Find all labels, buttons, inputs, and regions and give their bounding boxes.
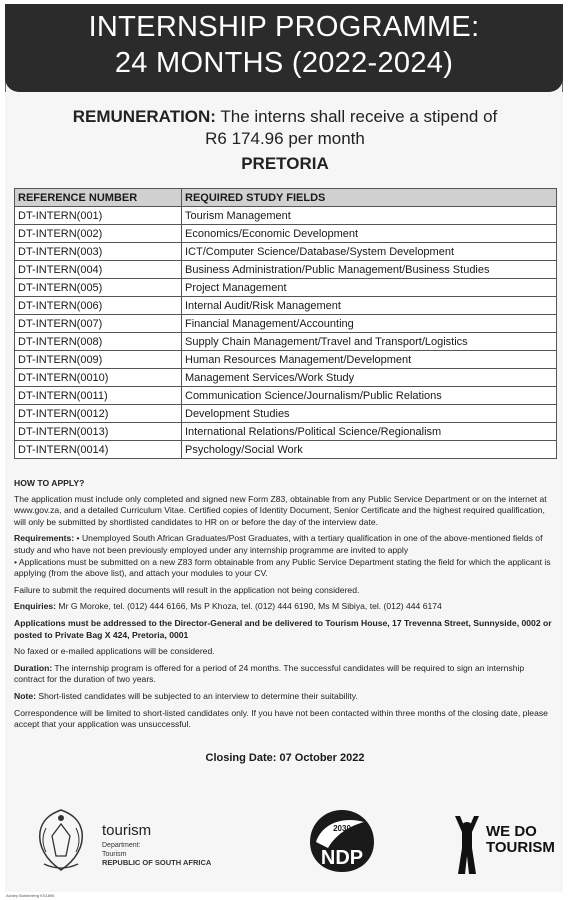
footer-logos: [14, 800, 557, 882]
reference-cell: DT-INTERN(0010): [15, 369, 182, 387]
remuneration-label: REMUNERATION:: [72, 107, 216, 126]
field-cell: Economics/Economic Development: [182, 225, 557, 243]
no-fax-notice: No faxed or e-mailed applications will be considered.: [14, 646, 215, 657]
header-title-line1: INTERNSHIP PROGRAMME:: [88, 11, 480, 43]
column-header-reference: REFERENCE NUMBER: [15, 189, 182, 207]
address-paragraph: [14, 618, 557, 641]
reference-cell: DT-INTERN(008): [15, 333, 182, 351]
reference-cell: DT-INTERN(004): [15, 261, 182, 279]
correspondence-paragraph: Correspondence will be limited to short-listed candidates only. If you have not been contacted within three months of the closing date, please accept that your application was unsuccessful.: [14, 707, 548, 730]
field-cell: Management Services/Work Study: [182, 369, 557, 387]
requirements-text-2: • Applications must be submitted on a new Z83 form obtainable from any Public Service Department stating the field for which the applicant is applying (from the above list), and attach your modules to your CV.: [14, 556, 551, 579]
reference-cell: DT-INTERN(009): [15, 351, 182, 369]
requirements-paragraph: [14, 533, 557, 579]
reference-cell: DT-INTERN(007): [15, 315, 182, 333]
department-label: Department:: [102, 842, 141, 849]
enquiries-label: Enquiries:: [14, 601, 57, 612]
table-row: [15, 315, 557, 333]
duration-paragraph: [14, 663, 557, 686]
field-cell: Financial Management/Accounting: [182, 315, 557, 333]
remuneration: [0, 106, 570, 150]
application-instructions: [14, 478, 557, 736]
table-row: [15, 261, 557, 279]
reference-cell: DT-INTERN(001): [15, 207, 182, 225]
table-row: [15, 441, 557, 459]
reference-cell: DT-INTERN(0012): [15, 405, 182, 423]
reference-cell: DT-INTERN(003): [15, 243, 182, 261]
reference-cell: DT-INTERN(0011): [15, 387, 182, 405]
note-label: Note:: [14, 690, 36, 701]
tourism-brand-text: TOURISM: [486, 839, 555, 856]
field-cell: Business Administration/Public Management/Business Studies: [182, 261, 557, 279]
location: PRETORIA: [241, 154, 329, 173]
header-title-line2: 24 MONTHS (2022-2024): [114, 47, 454, 79]
table-row: [15, 225, 557, 243]
table-row: [15, 207, 557, 225]
table-row: [15, 423, 557, 441]
field-cell: International Relations/Political Science/Regionalism: [182, 423, 557, 441]
enquiries-paragraph: [14, 601, 557, 613]
reference-cell: DT-INTERN(006): [15, 297, 182, 315]
field-cell: Development Studies: [182, 405, 557, 423]
table-row: [15, 279, 557, 297]
ndp-2030-logo-icon: [302, 804, 382, 878]
table-row: [15, 297, 557, 315]
reference-cell: DT-INTERN(0013): [15, 423, 182, 441]
table-row: [15, 369, 557, 387]
remuneration-text: The interns shall receive a stipend of: [215, 107, 498, 126]
reference-cell: DT-INTERN(0014): [15, 441, 182, 459]
field-cell: Human Resources Management/Development: [182, 351, 557, 369]
table-row: [15, 387, 557, 405]
we-do-text: WE DO: [486, 823, 537, 840]
duration-text: The internship program is offered for a period of 24 months. The successful candidates will be required to sign an internship contract for the duration of two years.: [14, 662, 525, 685]
header-banner: [5, 4, 563, 92]
we-do-tourism-logo: [452, 810, 556, 878]
note-text: Short-listed candidates will be subjected to an interview to determine their suitability.: [35, 690, 358, 701]
closing-date: Closing Date: 07 October 2022: [205, 752, 365, 764]
field-cell: ICT/Computer Science/Database/System Development: [182, 243, 557, 261]
field-cell: Project Management: [182, 279, 557, 297]
remuneration-amount: R6 174.96 per month: [205, 129, 365, 148]
reference-table: [14, 188, 557, 459]
figure-icon: [452, 814, 482, 876]
reference-cell: DT-INTERN(005): [15, 279, 182, 297]
field-cell: Psychology/Social Work: [182, 441, 557, 459]
note-paragraph: [14, 691, 557, 703]
coat-of-arms-icon: [32, 806, 90, 874]
ndp-year: 2030: [333, 824, 351, 833]
duration-label: Duration:: [14, 662, 53, 673]
department-text: [102, 842, 211, 868]
field-cell: Internal Audit/Risk Management: [182, 297, 557, 315]
ndp-text: NDP: [320, 847, 364, 869]
tourism-logo-text: tourism: [102, 822, 152, 839]
requirements-label: Requirements:: [14, 533, 75, 544]
how-to-apply-heading: HOW TO APPLY?: [14, 478, 85, 488]
column-header-fields: REQUIRED STUDY FIELDS: [182, 189, 557, 207]
print-reference: Ashley Botsheleng KS1896: [6, 893, 55, 898]
field-cell: Supply Chain Management/Travel and Transport/Logistics: [182, 333, 557, 351]
country-name: REPUBLIC OF SOUTH AFRICA: [102, 858, 212, 867]
table-row: [15, 243, 557, 261]
field-cell: Tourism Management: [182, 207, 557, 225]
table-row: [15, 351, 557, 369]
address-text: Applications must be addressed to the Director-General and be delivered to Tourism House, 17 Trevenna Street, Sunnyside, 0002 or posted to Private Bag X 424, Pretoria, 0001: [14, 617, 552, 640]
application-paragraph: The application must include only completed and signed new Form Z83, obtainable from any Public Service Department or on the internet at www.gov.za, and a detailed Curriculum Vitae. Certified copies of Identity Document, Senior Certificate and the highest required qualification, will only be submitted by shortlisted candidates to HR on or before the day of the interview date.: [14, 493, 547, 527]
failure-notice: Failure to submit the required documents will result in the application not being considered.: [14, 584, 360, 595]
department-name: Tourism: [102, 850, 127, 858]
enquiries-text: Mr G Moroke, tel. (012) 444 6166, Ms P Khoza, tel. (012) 444 6190, Ms M Sibiya, tel. (012) 444 6174: [56, 601, 442, 612]
we-do-tourism-text: [486, 824, 555, 856]
table-row: [15, 405, 557, 423]
reference-cell: DT-INTERN(002): [15, 225, 182, 243]
field-cell: Communication Science/Journalism/Public Relations: [182, 387, 557, 405]
table-row: [15, 333, 557, 351]
table-header-row: [15, 189, 557, 207]
requirements-text-1: • Unemployed South African Graduates/Post Graduates, with a tertiary qualification in one of the above-mentioned fields of study and who have not been previously employed under any internship programme are invited to apply: [14, 533, 543, 555]
